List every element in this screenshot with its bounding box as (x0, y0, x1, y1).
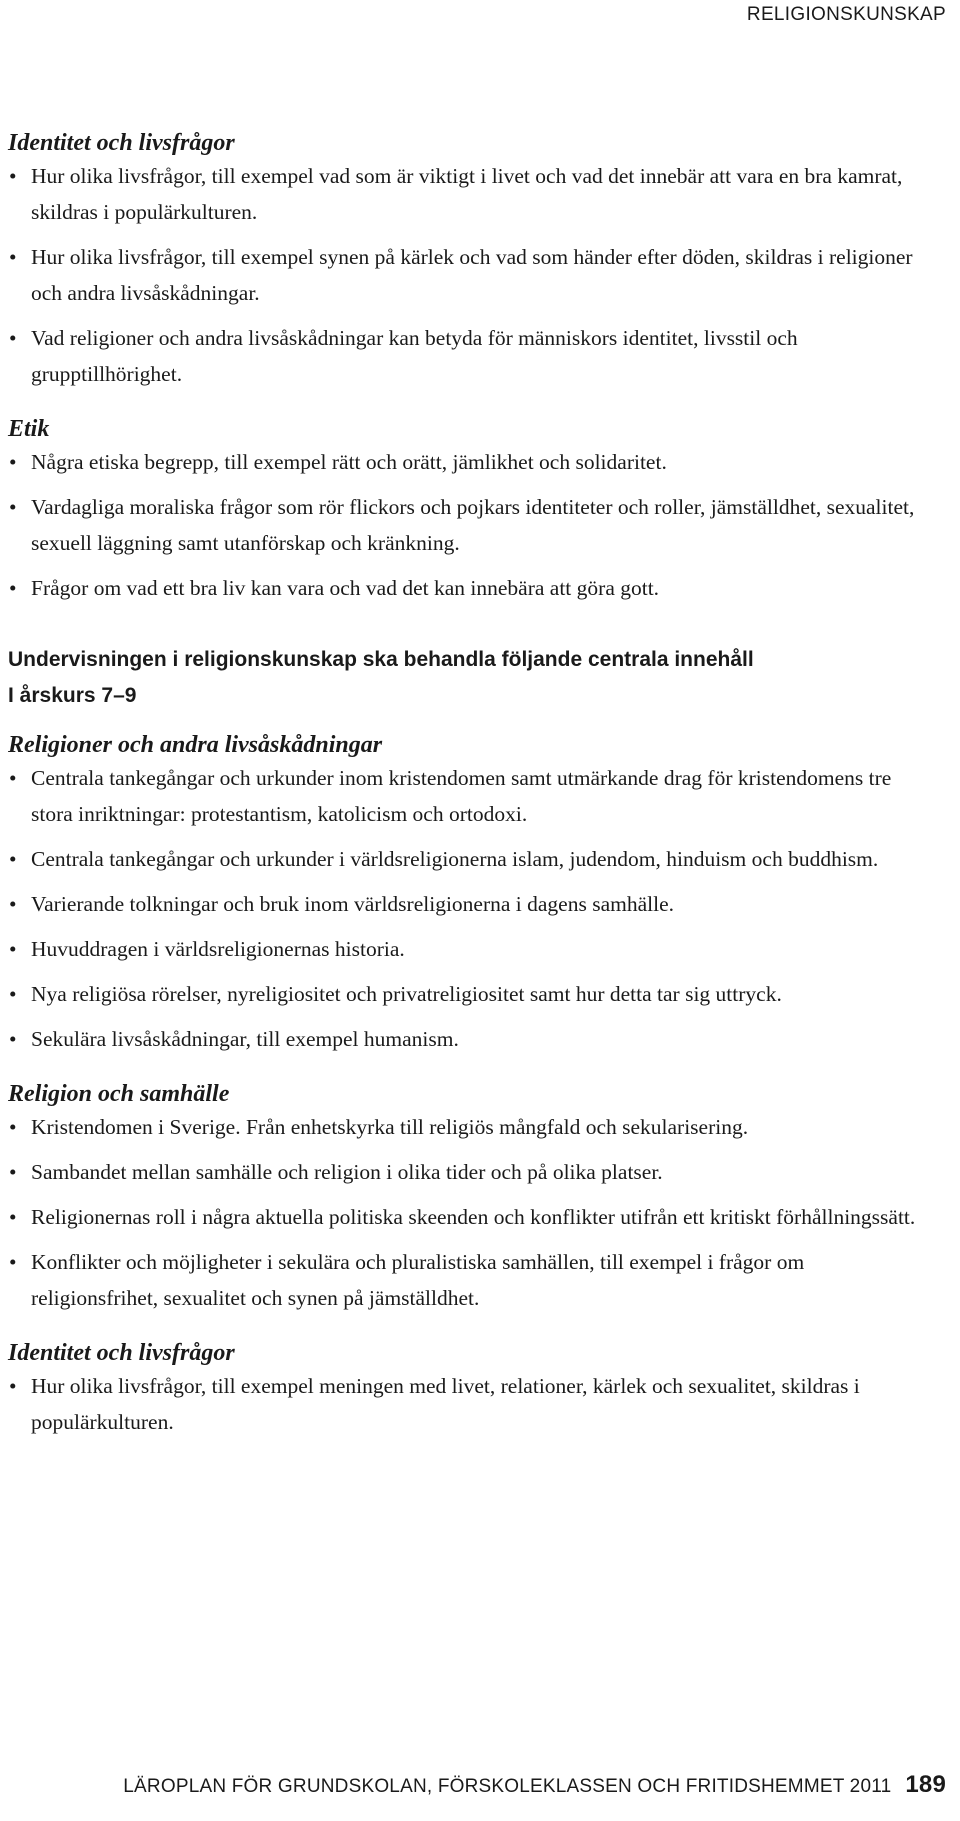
page-number: 189 (905, 1771, 946, 1798)
list-item: • Huvuddragen i världsreligionernas historia. (8, 931, 928, 967)
list-item: • Konflikter och möjligheter i sekulära och pluralistiska samhällen, till exempel i frågor om religionsfrihet, sexualitet och synen på jämställdhet. (8, 1244, 928, 1316)
bullet-list (8, 444, 928, 606)
section-heading: Religion och samhälle (8, 1081, 230, 1107)
section-identitet-livsfragor (8, 128, 928, 392)
bullet-list (8, 1109, 928, 1316)
section-religion-samhalle (8, 1079, 928, 1316)
section-heading: Religioner och andra livsåskådningar (8, 732, 383, 758)
running-header: RELIGIONSKUNSKAP (746, 4, 946, 25)
footer-text: LÄROPLAN FÖR GRUNDSKOLAN, FÖRSKOLEKLASSEN OCH FRITIDSHEMMET 2011 (123, 1776, 892, 1797)
list-item: • Varierande tolkningar och bruk inom världsreligionerna i dagens samhälle. (8, 886, 928, 922)
bullet-list (8, 1368, 928, 1440)
section-religioner-livsaskadningar (8, 730, 928, 1057)
list-item: • Några etiska begrepp, till exempel rätt och orätt, jämlikhet och solidaritet. (8, 444, 928, 480)
list-item: • Hur olika livsfrågor, till exempel synen på kärlek och vad som händer efter döden, skildras i religioner och andra livsåskådningar. (8, 239, 928, 311)
page-footer (123, 1771, 946, 1799)
section-heading: Etik (8, 416, 50, 442)
list-item: • Kristendomen i Sverige. Från enhetskyrka till religiös mångfald och sekularisering. (8, 1109, 928, 1145)
bullet-list (8, 760, 928, 1057)
section-identitet-livsfragor-7-9 (8, 1338, 928, 1440)
bullet-list (8, 158, 928, 392)
list-item: • Nya religiösa rörelser, nyreligiositet och privatreligiositet samt hur detta tar sig uttryck. (8, 976, 928, 1012)
section-etik (8, 414, 928, 606)
central-content-heading (8, 642, 928, 714)
section-heading: Identitet och livsfrågor (8, 130, 235, 156)
grade-heading: I årskurs 7–9 (8, 684, 137, 707)
list-item: • Sekulära livsåskådningar, till exempel humanism. (8, 1021, 928, 1057)
list-item: • Vad religioner och andra livsåskådningar kan betyda för människors identitet, livsstil och grupptillhörighet. (8, 320, 928, 392)
list-item: • Sambandet mellan samhälle och religion i olika tider och på olika platser. (8, 1154, 928, 1190)
central-content-heading-line1: Undervisningen i religionskunskap ska behandla följande centrala innehåll (8, 648, 754, 671)
list-item: • Hur olika livsfrågor, till exempel vad som är viktigt i livet och vad det innebär att vara en bra kamrat, skildras i populärkulturen. (8, 158, 928, 230)
list-item: • Hur olika livsfrågor, till exempel meningen med livet, relationer, kärlek och sexualitet, skildras i populärkulturen. (8, 1368, 928, 1440)
list-item: • Frågor om vad ett bra liv kan vara och vad det kan innebära att göra gott. (8, 570, 928, 606)
list-item: • Centrala tankegångar och urkunder i världsreligionerna islam, judendom, hinduism och buddhism. (8, 841, 928, 877)
section-heading: Identitet och livsfrågor (8, 1340, 235, 1366)
list-item: • Religionernas roll i några aktuella politiska skeenden och konflikter utifrån ett kritiskt förhållningssätt. (8, 1199, 928, 1235)
list-item: • Vardagliga moraliska frågor som rör flickors och pojkars identiteter och roller, jämställdhet, sexualitet, sexuell läggning samt utanförskap och kränkning. (8, 489, 928, 561)
list-item: • Centrala tankegångar och urkunder inom kristendomen samt utmärkande drag för kristendomens tre stora inriktningar: protestantism, katolicism och ortodoxi. (8, 760, 928, 832)
page-content (8, 128, 928, 1462)
